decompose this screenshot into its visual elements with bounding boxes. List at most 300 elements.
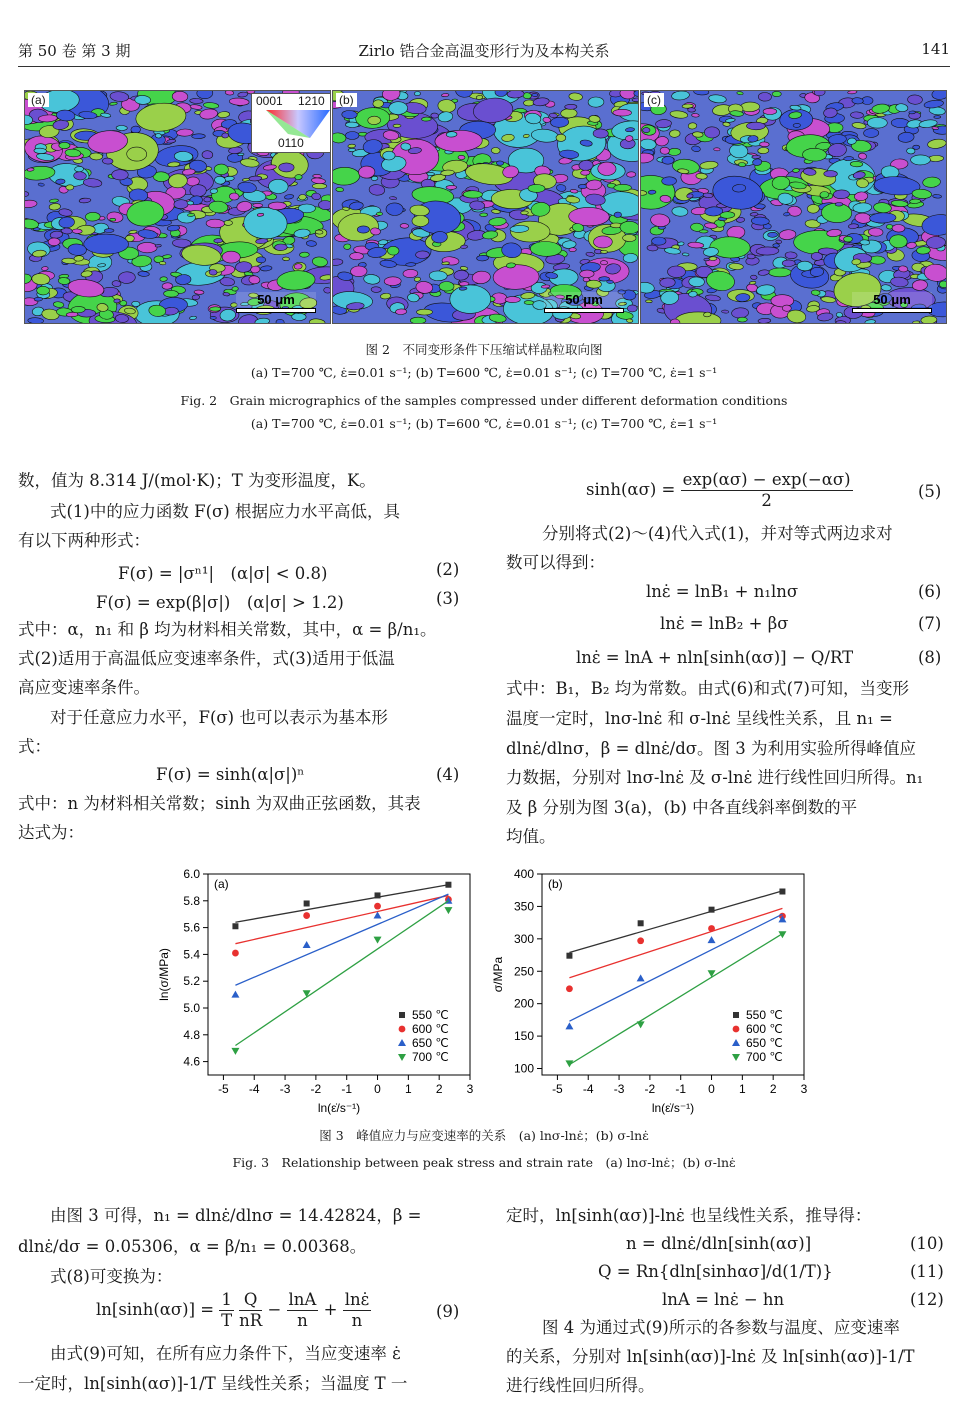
x-tick-label: -1 bbox=[341, 1082, 353, 1096]
ebsd-texture-b bbox=[333, 91, 638, 323]
grain bbox=[102, 158, 113, 165]
text-l7: 对于任意应力水平，F(σ) 也可以表示为基本形 bbox=[50, 708, 388, 727]
grain bbox=[459, 287, 467, 291]
grain bbox=[844, 236, 853, 242]
equation-5-lhs: sinh(ασ) = bbox=[586, 480, 676, 499]
eq9-f4-num: lnε̇ bbox=[344, 1290, 370, 1309]
eq9-f3-num: lnA bbox=[288, 1290, 317, 1309]
equation-5 bbox=[586, 470, 853, 511]
eq9-f4-den: n bbox=[351, 1311, 363, 1330]
grain bbox=[688, 291, 697, 297]
text-r4: 温度一定时，lnσ-lnε̇ 和 σ-lnε̇ 呈线性关系，且 n₁ = bbox=[506, 709, 893, 728]
x-tick-label: -2 bbox=[644, 1082, 656, 1096]
text-l10: 达式为： bbox=[18, 823, 84, 842]
x-axis-label: ln(ε̇/s⁻¹) bbox=[651, 1101, 695, 1115]
grain bbox=[833, 190, 849, 199]
grain bbox=[632, 98, 638, 102]
legend-label: 600 ℃ bbox=[746, 1022, 783, 1036]
grain bbox=[174, 200, 188, 209]
legend-label: 550 ℃ bbox=[746, 1008, 783, 1022]
grain bbox=[586, 280, 601, 288]
grain bbox=[598, 162, 616, 176]
grain bbox=[299, 252, 309, 257]
y-tick-label: 4.8 bbox=[183, 1027, 200, 1042]
grain bbox=[120, 300, 128, 306]
grain bbox=[678, 242, 685, 246]
chart-panel-label: (b) bbox=[548, 877, 563, 891]
grain bbox=[114, 299, 121, 304]
grain bbox=[406, 262, 416, 266]
grain bbox=[74, 166, 83, 172]
data-point bbox=[303, 990, 311, 997]
y-axis-label: σ/MPa bbox=[491, 956, 505, 993]
grain bbox=[164, 290, 179, 297]
grain bbox=[292, 313, 307, 321]
grain bbox=[759, 142, 769, 147]
grain bbox=[429, 271, 447, 281]
fig3-caption-cn: 图 3 峰值应力与应变速率的关系 (a) lnσ-lnε̇；(b) σ-lnε̇ bbox=[319, 1128, 649, 1143]
grain bbox=[132, 301, 141, 307]
data-point bbox=[637, 1021, 645, 1028]
equation-11-number: (11) bbox=[910, 1262, 944, 1281]
grain bbox=[776, 240, 782, 244]
grain bbox=[192, 295, 200, 300]
equation-11: Q = Rn{dln[sinhασ]/d(1/T)} bbox=[598, 1262, 833, 1281]
grain bbox=[248, 176, 261, 182]
legend-marker bbox=[733, 1026, 740, 1033]
grain bbox=[206, 219, 225, 228]
grain bbox=[704, 127, 719, 138]
grain bbox=[939, 281, 946, 288]
ebsd-panel-a bbox=[24, 90, 331, 324]
grain bbox=[350, 253, 364, 260]
grain bbox=[386, 203, 403, 216]
grain bbox=[626, 319, 633, 323]
grain bbox=[383, 151, 395, 160]
ebsd-panel-c bbox=[640, 90, 947, 324]
legend-label: 700 ℃ bbox=[412, 1050, 449, 1064]
grain bbox=[299, 194, 307, 200]
equation-9 bbox=[96, 1290, 371, 1331]
grain bbox=[703, 312, 711, 317]
header-rule bbox=[18, 66, 950, 67]
grain bbox=[686, 194, 693, 199]
data-point bbox=[637, 937, 644, 944]
grain bbox=[395, 309, 406, 315]
legend-marker bbox=[399, 1026, 406, 1033]
y-tick-label: 150 bbox=[513, 1029, 534, 1044]
text-l6: 高应变速率条件。 bbox=[18, 678, 150, 697]
grain bbox=[224, 220, 233, 225]
grain bbox=[187, 201, 194, 205]
grain bbox=[295, 174, 303, 180]
equation-9-lhs: ln[sinh(ασ)] = bbox=[96, 1300, 215, 1319]
grain bbox=[756, 247, 779, 256]
chart-b bbox=[484, 862, 814, 1117]
grain bbox=[110, 218, 116, 221]
chart-panel-label: (a) bbox=[214, 877, 229, 891]
equation-9-frac4 bbox=[343, 1290, 371, 1331]
grain bbox=[652, 237, 666, 245]
grain bbox=[746, 122, 765, 130]
grain bbox=[253, 203, 263, 207]
grain bbox=[667, 266, 685, 278]
grain bbox=[561, 109, 578, 119]
grain bbox=[736, 217, 745, 222]
grain bbox=[647, 245, 658, 251]
scale-text-b: 50 μm bbox=[544, 292, 624, 307]
grain bbox=[194, 290, 204, 295]
grain bbox=[782, 305, 791, 311]
text-l3: 有以下两种形式： bbox=[18, 531, 150, 550]
equation-9-frac3 bbox=[287, 1290, 319, 1331]
grain bbox=[835, 202, 843, 206]
data-point bbox=[444, 907, 452, 914]
grain bbox=[204, 197, 212, 203]
grain bbox=[660, 278, 676, 288]
eq9-f1-den: T bbox=[221, 1311, 233, 1330]
x-tick-label: 1 bbox=[405, 1082, 412, 1096]
grain bbox=[160, 277, 168, 282]
eq9-f2-num: Q bbox=[239, 1290, 262, 1311]
text-b5: 一定时，ln[sinh(ασ)]-1/T 呈线性关系；当温度 T 一 bbox=[18, 1374, 408, 1393]
y-tick-label: 4.6 bbox=[183, 1054, 200, 1069]
grain bbox=[771, 295, 794, 307]
equation-7-number: (7) bbox=[918, 614, 942, 633]
text-r5: dlnε̇/dlnσ，β = dlnε̇/dσ。图 3 为利用实验所得峰值应 bbox=[506, 739, 917, 758]
grain bbox=[446, 185, 457, 189]
grain bbox=[911, 155, 931, 165]
text-b1: 由图 3 可得，n₁ = dlnε̇/dlnσ = 14.42824，β = bbox=[50, 1206, 422, 1225]
grain bbox=[569, 207, 610, 226]
grain bbox=[368, 116, 381, 125]
text-c2: 图 4 为通过式(9)所示的各参数与温度、应变速率 bbox=[542, 1318, 900, 1337]
grain bbox=[844, 156, 854, 161]
scale-text-c: 50 μm bbox=[852, 292, 932, 307]
data-point bbox=[231, 1048, 239, 1055]
grain bbox=[222, 133, 229, 138]
grain bbox=[758, 92, 771, 101]
grain bbox=[588, 97, 604, 108]
grain bbox=[793, 123, 801, 127]
grain bbox=[384, 277, 401, 286]
grain bbox=[480, 213, 488, 217]
data-point bbox=[565, 1022, 573, 1029]
data-point bbox=[231, 991, 239, 998]
data-point bbox=[303, 912, 310, 919]
grain bbox=[389, 102, 408, 115]
grain bbox=[593, 236, 612, 248]
grain bbox=[460, 245, 467, 249]
legend-marker bbox=[398, 1054, 406, 1061]
grain bbox=[792, 168, 799, 172]
legend-label: 550 ℃ bbox=[412, 1008, 449, 1022]
text-c4: 进行线性回归所得。 bbox=[506, 1376, 655, 1395]
grain bbox=[232, 286, 239, 291]
grain bbox=[797, 261, 813, 271]
grain bbox=[416, 251, 430, 259]
grain bbox=[112, 170, 129, 180]
grain bbox=[410, 317, 426, 323]
grain bbox=[934, 116, 941, 119]
grain bbox=[256, 257, 266, 263]
grain bbox=[348, 144, 356, 148]
y-tick-label: 400 bbox=[513, 867, 534, 881]
grain bbox=[159, 261, 166, 265]
grain bbox=[802, 148, 826, 161]
equation-3-number: (3) bbox=[436, 589, 460, 608]
scale-line-c bbox=[852, 308, 932, 313]
grain bbox=[627, 305, 637, 312]
grain bbox=[782, 260, 795, 267]
y-tick-label: 200 bbox=[513, 996, 534, 1011]
grain bbox=[416, 309, 432, 315]
grain bbox=[463, 191, 482, 199]
equation-3: F(σ) = exp(β|σ|) (α|σ| > 1.2) bbox=[96, 593, 344, 612]
grain bbox=[750, 275, 757, 280]
legend-marker bbox=[732, 1039, 740, 1046]
grain bbox=[387, 246, 399, 255]
grain bbox=[476, 255, 488, 261]
grain bbox=[279, 163, 294, 172]
grain bbox=[345, 131, 359, 139]
grain bbox=[772, 91, 781, 96]
x-tick-label: 0 bbox=[374, 1082, 381, 1096]
grain bbox=[532, 93, 538, 96]
data-point bbox=[374, 903, 381, 910]
grain bbox=[214, 238, 223, 242]
text-b2: dlnε̇/dσ = 0.05306，α = β/n₁ = 0.00368。 bbox=[18, 1237, 367, 1256]
ebsd-texture-c bbox=[641, 91, 946, 323]
grain bbox=[210, 316, 216, 319]
data-point bbox=[708, 936, 716, 943]
text-r6: 力数据，分别对 lnσ-lnε̇ 及 σ-lnε̇ 进行线性回归所得。n₁ bbox=[506, 768, 924, 787]
equation-4: F(σ) = sinh(α|σ|)ⁿ bbox=[156, 765, 305, 784]
grain bbox=[373, 100, 384, 108]
grain bbox=[71, 306, 85, 313]
text-l5: 式(2)适用于高温低应变速率条件，式(3)适用于低温 bbox=[18, 649, 395, 668]
grain bbox=[350, 266, 367, 277]
data-point bbox=[232, 923, 238, 929]
text-l4: 式中：α，n₁ 和 β 均为材料相关常数，其中，α = β/n₁。 bbox=[18, 620, 437, 639]
grain bbox=[400, 223, 409, 228]
grain bbox=[414, 277, 421, 282]
grain bbox=[662, 177, 677, 186]
fit-line bbox=[235, 885, 448, 923]
grain bbox=[345, 122, 358, 128]
legend-marker bbox=[733, 1012, 739, 1018]
grain bbox=[898, 265, 908, 272]
data-point bbox=[232, 950, 239, 957]
x-tick-label: -3 bbox=[279, 1082, 291, 1096]
y-axis-label: ln(σ/MPa) bbox=[157, 948, 171, 1001]
grain bbox=[127, 147, 147, 162]
grain bbox=[202, 150, 213, 158]
text-r7: 及 β 分别为图 3(a)，(b) 中各直线斜率倒数的平 bbox=[506, 798, 858, 817]
ipf-color-key bbox=[251, 93, 331, 153]
data-point bbox=[304, 900, 310, 906]
data-point bbox=[445, 882, 451, 888]
text-l2: 式(1)中的应力函数 F(σ) 根据应力水平高低，具 bbox=[50, 502, 400, 521]
grain bbox=[439, 281, 454, 291]
grain bbox=[660, 147, 670, 155]
grain bbox=[209, 269, 217, 275]
grain bbox=[600, 250, 607, 253]
data-point bbox=[708, 925, 715, 932]
scale-line-a bbox=[236, 308, 316, 313]
text-c1: 定时，ln[sinh(ασ)]-lnε̇ 也呈线性关系，推导得： bbox=[506, 1206, 872, 1225]
grain bbox=[913, 321, 920, 323]
x-tick-label: -3 bbox=[613, 1082, 625, 1096]
y-tick-label: 5.6 bbox=[183, 920, 200, 935]
grain bbox=[176, 129, 193, 137]
grain bbox=[190, 98, 204, 104]
grain bbox=[556, 134, 566, 141]
grain bbox=[691, 113, 699, 117]
chart-a bbox=[150, 862, 480, 1117]
grain bbox=[222, 251, 240, 263]
grain bbox=[692, 131, 703, 137]
x-tick-label: -2 bbox=[310, 1082, 322, 1096]
text-r1: 分别将式(2)～(4)代入式(1)，并对等式两边求对 bbox=[542, 524, 893, 543]
grain bbox=[414, 91, 420, 95]
equation-9-frac1 bbox=[219, 1290, 234, 1331]
grain bbox=[192, 134, 206, 139]
grain bbox=[720, 212, 735, 219]
eq9-f1-num: 1 bbox=[221, 1290, 232, 1309]
grain bbox=[580, 170, 590, 175]
x-tick-label: 2 bbox=[435, 1082, 443, 1096]
y-tick-label: 5.8 bbox=[183, 893, 200, 908]
grain bbox=[312, 183, 327, 188]
equation-5-fraction bbox=[681, 470, 853, 511]
text-r8: 均值。 bbox=[506, 827, 556, 846]
grain bbox=[66, 185, 74, 191]
grain bbox=[336, 187, 344, 192]
grain bbox=[932, 194, 941, 198]
grain bbox=[238, 153, 244, 156]
grain bbox=[528, 184, 545, 192]
equation-5-numerator: exp(ασ) − exp(−ασ) bbox=[682, 470, 851, 489]
panel-label-a: (a) bbox=[28, 93, 49, 107]
grain bbox=[850, 161, 863, 167]
grain bbox=[614, 212, 622, 218]
equation-12: lnA = lnε̇ − hn bbox=[662, 1290, 785, 1309]
grain bbox=[342, 110, 358, 119]
equation-6-number: (6) bbox=[918, 582, 942, 601]
legend-label: 600 ℃ bbox=[412, 1022, 449, 1036]
scale-bar-a bbox=[236, 292, 316, 313]
x-tick-label: -1 bbox=[675, 1082, 687, 1096]
grain bbox=[824, 171, 838, 177]
text-l9: 式中：n 为材料相关常数；sinh 为双曲正弦函数，其表 bbox=[18, 794, 421, 813]
grain bbox=[25, 191, 29, 196]
y-tick-label: 6.0 bbox=[183, 867, 200, 881]
x-tick-label: -5 bbox=[552, 1082, 563, 1096]
grain bbox=[613, 109, 632, 116]
grain bbox=[505, 297, 520, 303]
equation-5-denominator: 2 bbox=[761, 491, 772, 510]
grain bbox=[662, 156, 675, 164]
grain bbox=[521, 211, 529, 215]
grain bbox=[371, 287, 381, 293]
fit-line bbox=[235, 895, 448, 943]
grain bbox=[446, 131, 457, 137]
ipf-label-0110: 0110 bbox=[278, 136, 304, 150]
grain bbox=[847, 138, 857, 145]
equation-4-number: (4) bbox=[436, 765, 460, 784]
grain bbox=[625, 135, 633, 141]
equation-8: lnε̇ = lnA + nln[sinh(ασ)] − Q/RT bbox=[576, 648, 854, 667]
ebsd-panel-b bbox=[332, 90, 639, 324]
grain bbox=[543, 117, 551, 123]
scale-line-b bbox=[544, 308, 624, 313]
data-point bbox=[375, 892, 381, 898]
grain bbox=[376, 212, 382, 215]
grain bbox=[275, 244, 288, 251]
scale-bar-c bbox=[852, 292, 932, 313]
y-tick-label: 350 bbox=[513, 899, 534, 914]
grain bbox=[496, 161, 503, 166]
fig2-caption-en: Fig. 2 Grain micrographics of the samples compressed under different deformation conditions bbox=[180, 393, 788, 408]
grain bbox=[783, 212, 790, 216]
equation-9-frac2 bbox=[239, 1290, 262, 1331]
x-tick-label: -4 bbox=[582, 1082, 594, 1096]
grain bbox=[580, 270, 595, 278]
grain bbox=[607, 280, 614, 284]
equation-6: lnε̇ = lnB₁ + n₁lnσ bbox=[646, 582, 799, 601]
equation-7: lnε̇ = lnB₂ + βσ bbox=[660, 614, 789, 633]
grain bbox=[116, 125, 127, 130]
legend-label: 650 ℃ bbox=[746, 1036, 783, 1050]
grain bbox=[688, 122, 697, 129]
grain bbox=[104, 229, 114, 233]
grain bbox=[593, 129, 608, 138]
equation-5-number: (5) bbox=[918, 482, 942, 501]
grain bbox=[74, 255, 84, 261]
text-b3: 式(8)可变换为： bbox=[50, 1267, 173, 1286]
x-tick-label: -4 bbox=[248, 1082, 260, 1096]
grain bbox=[643, 128, 650, 133]
fig2-subcaption-cn: (a) T=700 ℃, ε̇=0.01 s⁻¹; (b) T=600 ℃, ε̇=0.01 s⁻¹; (c) T=700 ℃, ε̇=1 s⁻¹ bbox=[250, 365, 718, 380]
data-point bbox=[638, 920, 644, 926]
grain bbox=[210, 188, 218, 193]
y-tick-label: 100 bbox=[513, 1061, 534, 1076]
x-tick-label: 3 bbox=[466, 1082, 474, 1096]
equation-10: n = dlnε̇/dln[sinh(ασ)] bbox=[626, 1234, 812, 1253]
grain bbox=[315, 230, 323, 235]
grain bbox=[357, 226, 369, 233]
grain bbox=[752, 155, 761, 158]
grain bbox=[768, 232, 778, 237]
grain bbox=[722, 310, 729, 313]
grain bbox=[48, 238, 60, 246]
grain bbox=[282, 257, 289, 261]
grain bbox=[648, 190, 656, 195]
x-tick-label: -5 bbox=[218, 1082, 229, 1096]
grain bbox=[458, 155, 465, 160]
legend-marker bbox=[399, 1012, 405, 1018]
grain bbox=[714, 148, 721, 151]
fig2-caption-cn: 图 2 不同变形条件下压缩试样晶粒取向图 bbox=[365, 342, 603, 357]
legend-marker bbox=[732, 1054, 740, 1061]
grain bbox=[276, 319, 284, 323]
equation-12-number: (12) bbox=[910, 1290, 944, 1309]
grain bbox=[852, 259, 861, 266]
fit-line bbox=[235, 894, 448, 985]
grain bbox=[906, 242, 916, 249]
equation-8-number: (8) bbox=[918, 648, 942, 667]
